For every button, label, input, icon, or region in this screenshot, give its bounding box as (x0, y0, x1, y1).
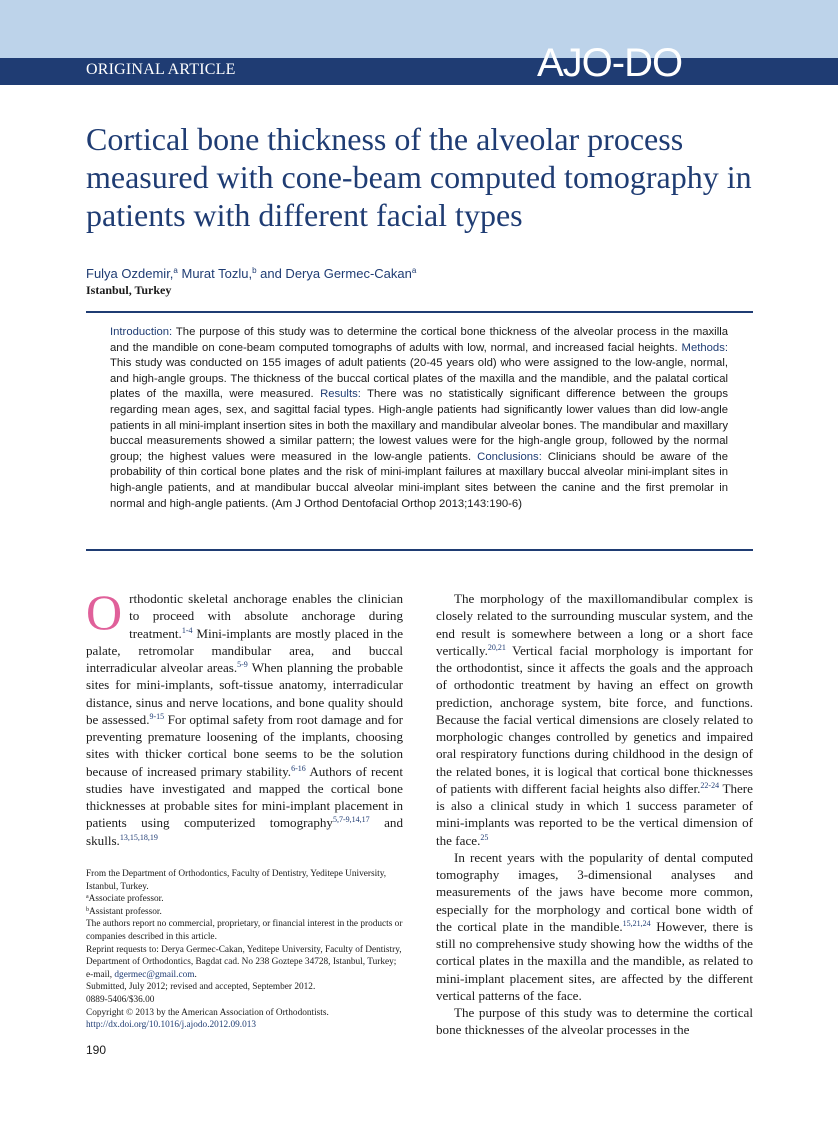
text-run: For optimal safety from root damage and for preventing premature loosening of the implants, choosing sites with thicker cortical bone seems to be the solution because of increased primary stability. (86, 711, 403, 779)
citation-ref[interactable]: 1-4 (181, 625, 193, 635)
abstract-methods-label: Methods: (681, 341, 728, 354)
footnote-affiliation: From the Department of Orthodontics, Faculty of Dentistry, Yeditepe University, Istanbul, Turkey. (86, 869, 387, 892)
left-paragraph-1 (86, 584, 403, 849)
citation-ref[interactable]: 22-24 (700, 780, 720, 790)
author-affiliation-marker: b (252, 266, 257, 275)
text-run: However, there is still no comprehensive study showing how the widths of the cortical plates in the maxilla and the mandible, as related to mini-implant placement sites, are affected by the different vertical patterns of the face. (436, 918, 753, 1003)
author-name: Fulya Ozdemir, (86, 266, 174, 281)
author-affiliation-marker: a (173, 266, 178, 275)
citation-ref[interactable]: 15,21,24 (622, 918, 651, 928)
email-link[interactable]: dgermec@gmail.com (114, 969, 195, 980)
body-column-left (86, 584, 403, 849)
citation-ref[interactable]: 13,15,18,19 (119, 832, 158, 842)
footnote-a-text: Associate professor. (88, 894, 164, 905)
text-run: Mini-implants are mostly placed in the palate, retromolar mandibular area, and buccal interradicular alveolar areas. (86, 625, 403, 675)
text-run: Authors of recent studies have investigated and mapped the cortical bone thicknesses at probable sites for mini-implant placement in patients using computerized tomography (86, 763, 403, 831)
text-run: rthodontic skeletal anchorage enables the clinician to proceed with absolute anchorage during treatment. (129, 591, 403, 641)
drop-cap: O (86, 584, 123, 640)
page-number: 190 (86, 1043, 107, 1057)
citation-ref[interactable]: 5,7-9,14,17 (332, 815, 370, 825)
footnote-disclosure: The authors report no commercial, proprietary, or financial interest in the products or companies described in this article. (86, 919, 403, 942)
footnote-copyright: Copyright © 2013 by the American Association of Orthodontists. (86, 1007, 329, 1018)
footnote-b (86, 906, 403, 919)
citation-ref[interactable]: 9-15 (149, 711, 165, 721)
footnote-a (86, 893, 403, 906)
citation-ref[interactable]: 6-16 (291, 763, 306, 773)
abstract-conclusions: Clinicians should be aware of the probability of thin cortical bone plates and the risk of mini-implant failures at maxillary buccal alveolar mini-implant sites in high-angle patients, and at mandibular buccal alveolar mini-implant sites between the canine and the first premolar in normal and high-angle patients. (Am J Orthod Dentofacial Orthop 2013;143:190-6) (110, 450, 728, 510)
abstract-top-rule (86, 311, 753, 313)
text-run: In recent years with the popularity of dental computed tomography images, 3-dimensional analyses and measurements of the jaws have become more common, especially for the morphology and cortical bone width of the cortical plate in the mandible. (436, 849, 753, 934)
text-run: There is also a clinical study in which 1 success parameter of mini-implants was reported to be the vertical dimension of the face. (436, 780, 753, 848)
doi-link[interactable]: http://dx.doi.org/10.1016/j.ajodo.2012.09.013 (86, 1020, 257, 1031)
author-affiliation-marker: a (411, 266, 417, 275)
abstract-conclusions-label: Conclusions: (477, 450, 542, 463)
author-name: Murat Tozlu, (177, 266, 253, 281)
abstract-methods: This study was conducted on 155 images of adult patients (20-45 years old) who were assigned to the low-angle, normal, and high-angle groups. The thickness of the buccal cortical plates of the maxilla and the mandible, and the palatal cortical plates of the maxilla, were measured. (110, 357, 728, 401)
abstract-introduction: The purpose of this study was to determine the cortical bone thickness of the alveolar process in the maxilla and the mandible on cone-beam computed tomographs of adults with low, normal, and increased facial heights. (110, 326, 728, 354)
text-run: The purpose of this study was to determine the cortical bone thicknesses of the alveolar processes in the (436, 1005, 753, 1038)
footnote-submitted: Submitted, July 2012; revised and accepted, September 2012. (86, 982, 316, 993)
abstract-results-label: Results: (320, 388, 361, 401)
abstract (110, 325, 728, 512)
abstract-bottom-rule (86, 549, 753, 551)
author-name: and Derya Germec-Cakan (256, 266, 412, 281)
left-paragraph-1-text (86, 584, 403, 848)
footnote-a-marker: a (86, 894, 89, 901)
right-paragraph-3 (436, 1004, 753, 1039)
section-label: ORIGINAL ARTICLE (86, 61, 236, 78)
footnote-reprint-text: Reprint requests to: Derya Germec-Cakan, Yeditepe University, Faculty of Dentistry, Department of Orthodontics, Bagdat cad. No 238 Goztepe 34728, Istanbul, Turkey; e-mail, (86, 944, 402, 980)
footnote-b-text: Assistant professor. (89, 906, 162, 917)
abstract-introduction-label: Introduction: (110, 326, 173, 338)
right-paragraph-1 (436, 590, 753, 849)
footnote-reprint-end: . (194, 969, 197, 980)
right-paragraph-2 (436, 849, 753, 1004)
author-location: Istanbul, Turkey (86, 283, 172, 297)
body-column-right (436, 590, 753, 1039)
journal-logo: AJO-DO (537, 41, 683, 85)
footnotes (86, 868, 403, 1032)
footnote-price: 0889-5406/$36.00 (86, 994, 155, 1005)
citation-ref[interactable]: 25 (480, 832, 489, 842)
abstract-results: There was no statistically significant difference between the groups regarding mean ages, sex, and sagittal facial types. High-angle patients had significantly lower values than did low-angle patients in all mini-implant insertion sites in both the maxillary and mandibular alveolar bones. The mandibular and maxillary buccal measurements showed a similar pattern; the lowest values were for the high-angle group, followed by the normal group; the highest values were measured in the low-angle patients. (110, 388, 728, 463)
text-run: When planning the probable sites for mini-implants, soft-tissue anatomy, interradicular distance, sinus and nerve locations, and bone quality should be assessed. (86, 660, 403, 727)
text-run: The morphology of the maxillomandibular complex is closely related to the surrounding muscular system, and the end result is somewhere between a long or a short face vertically. (436, 591, 753, 658)
article-title: Cortical bone thickness of the alveolar process measured with cone-beam computed tomography in patients with different facial types (86, 121, 752, 233)
citation-ref[interactable]: 5-9 (237, 660, 248, 669)
footnote-reprint (86, 944, 403, 982)
text-run: and skulls. (86, 815, 403, 848)
citation-ref[interactable]: 20,21 (487, 642, 506, 652)
author-list (86, 266, 416, 281)
text-run: Vertical facial morphology is important for the orthodontist, since it affects the goals and the approach of orthodontic treatment by having an effect on growth prediction, anchorage system, bite force, and functions. Because the facial vertical dimensions are closely related to morphologic changes controlled by genetics and impaired oral respiratory functions during childhood in the design of the related bones, it is logical that cortical bone thicknesses of patients with different facial heights also differ. (436, 642, 753, 796)
footnote-b-marker: b (86, 906, 89, 913)
